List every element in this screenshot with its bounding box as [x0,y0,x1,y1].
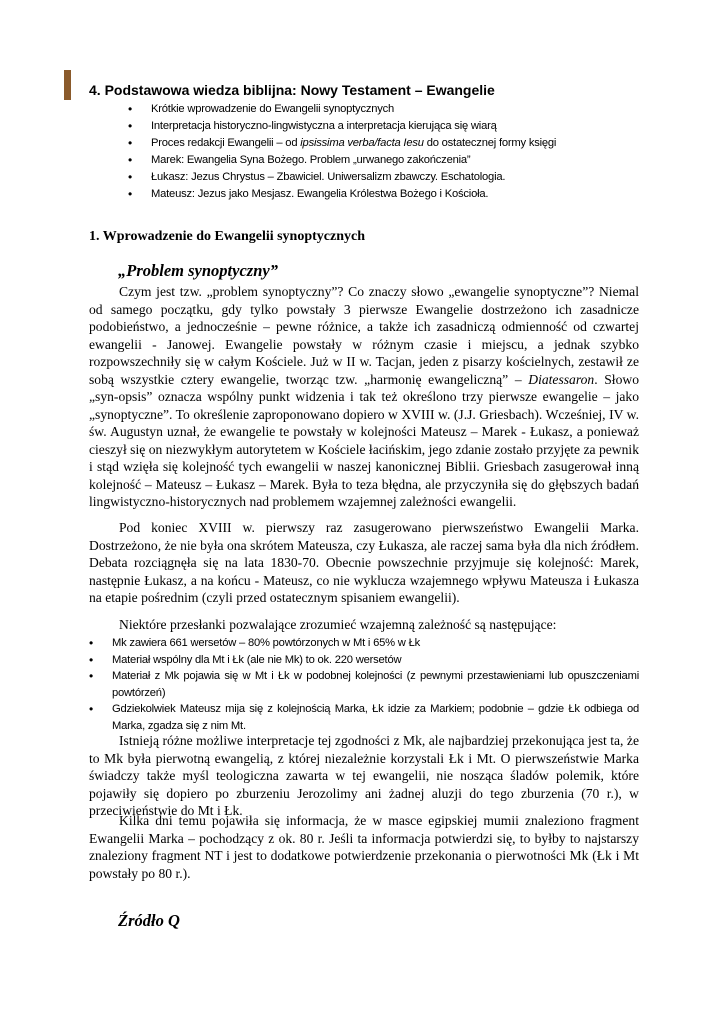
topic-heading: Źródło Q [118,911,180,930]
paragraph: Kilka dni temu pojawiła się informacja, że w masce egipskiej mumii znaleziono fragment Ewangelii Marka – pochodzący z ok. 80 r. Jeśli ta informacja potwierdzi się, to byłby to najstarszy znaleziony fragment NT i jest to dodatkowe potwierdzenie przekonania o pierwotności Mk (Łk i Mt powstały po 80 r.). [89,813,639,881]
paragraph: Pod koniec XVIII w. pierwszy raz zasugerowano pierwszeństwo Ewangelii Marka. Dostrzeżono, że nie była ona skrótem Mateusza, czy Łukasza, ale raczej sama była dla nich źródłem. Debata rozciągnęła się na lata 1830-70. Obecnie powszechnie przyjmuje się kolejność: Marek, następnie Łukasz, a na końcu - Mateusz, co nie wyklucza wzajemnego wpływu Mateusza i Łukasza na etapie pośrednim (czyli przed ostatecznym spisaniem ewangelii). [89,520,639,605]
outline-item: • Interpretacja historyczno-lingwistyczna a interpretacja kierująca się wiarą [128,118,556,135]
evidence-item: • Gdziekolwiek Mateusz mija się z kolejnością Marka, Łk idzie za Markiem; podobnie – gdzie Łk odbiega od Marka, zgadza się z nim Mt. [89,701,639,734]
evidence-item: • Mk zawiera 661 wersetów – 80% powtórzonych w Mt i 65% w Łk [89,635,639,652]
paragraph: Niektóre przesłanki pozwalające zrozumieć wzajemną zależność są następujące: [119,617,557,632]
subsection-heading: 1. Wprowadzenie do Ewangelii synoptycznych [89,229,366,244]
section-title: 4. Podstawowa wiedza biblijna: Nowy Testament – Ewangelie [89,82,495,98]
evidence-item: • Materiał wspólny dla Mt i Łk (ale nie Mk) to ok. 220 wersetów [89,652,639,669]
section-accent-bar [64,70,71,100]
outline-item: • Marek: Ewangelia Syna Bożego. Problem „urwanego zakończenia” [128,152,556,169]
paragraph: Istnieją różne możliwe interpretacje tej zgodności z Mk, ale najbardziej przekonująca jest ta, że to Mk była pierwotną ewangelią, z której niezależnie korzystali Łk i Mt. O pierwszeństwie Marka świadczy także myśl teologiczna zawarta w tej ewangelii, nie nosząca śladów polemik, które pojawiły się dopiero po zburzeniu Jerozolimy ani żadnej aluzji do tego zburzenia (70 r.), w przeciwieństwie do Mt i Łk. [89,733,639,818]
evidence-list [89,635,639,734]
outline-item: • Krótkie wprowadzenie do Ewangelii synoptycznych [128,101,556,118]
topic-heading: „Problem synoptyczny” [118,261,278,280]
outline-item: • Proces redakcji Ewangelii – od ipsissima verba/facta Iesu do ostatecznej formy księgi [128,135,556,152]
paragraph: Czym jest tzw. „problem synoptyczny”? Co znaczy słowo „ewangelie synoptyczne”? Niemal od samego początku, gdy tylko powstały 3 pierwsze Ewangelie dostrzeżono ich zasadnicze podobieństwo, a jednocześnie – pewne różnice, a także ich zasadniczą odmienność od czwartej ewangelii - Janowej. Ewangelie powstały w różnym czasie i miejscu, a jednak szybko rozpowszechniły się w całym Kościele. Już w II w. Tacjan, jeden z pisarzy kościelnych, zestawił ze sobą wszystkie cztery ewangelie, tworząc tzw. „harmonię ewangeliczną” – Diatessaron. Słowo „syn-opsis” oznacza wspólny punkt widzenia i tak też określono trzy pierwsze ewangelie – jako „synoptyczne”. To określenie zaproponowano dopiero w XVIII w. (J.J. Griesbach). Wcześniej, IV w. św. Augustyn uznał, że ewangelie te powstały w kolejności Mateusz – Marek - Łukasz, a ponieważ cieszył się on niezwykłym autorytetem w Kościele łacińskim, jego zdanie zostało przyjęte za pewnik i stąd wzięła się kolejność tych ewangelii w naszej kanonicznej Biblii. Griesbach zasugerował inną kolejność – Mateusz – Łukasz – Marek. Była to teza błędna, ale przyczyniła się do głębszych badań lingwistyczno-historycznych nad problemem wzajemnej zależności ewangelii. [89,284,639,509]
outline-item: • Mateusz: Jezus jako Mesjasz. Ewangelia Królestwa Bożego i Kościoła. [128,186,556,203]
outline-list [128,101,556,203]
outline-item: • Łukasz: Jezus Chrystus – Zbawiciel. Uniwersalizm zbawczy. Eschatologia. [128,169,556,186]
evidence-item: • Materiał z Mk pojawia się w Mt i Łk w podobnej kolejności (z pewnymi przestawieniami lub opuszczeniami powtórzeń) [89,668,639,701]
